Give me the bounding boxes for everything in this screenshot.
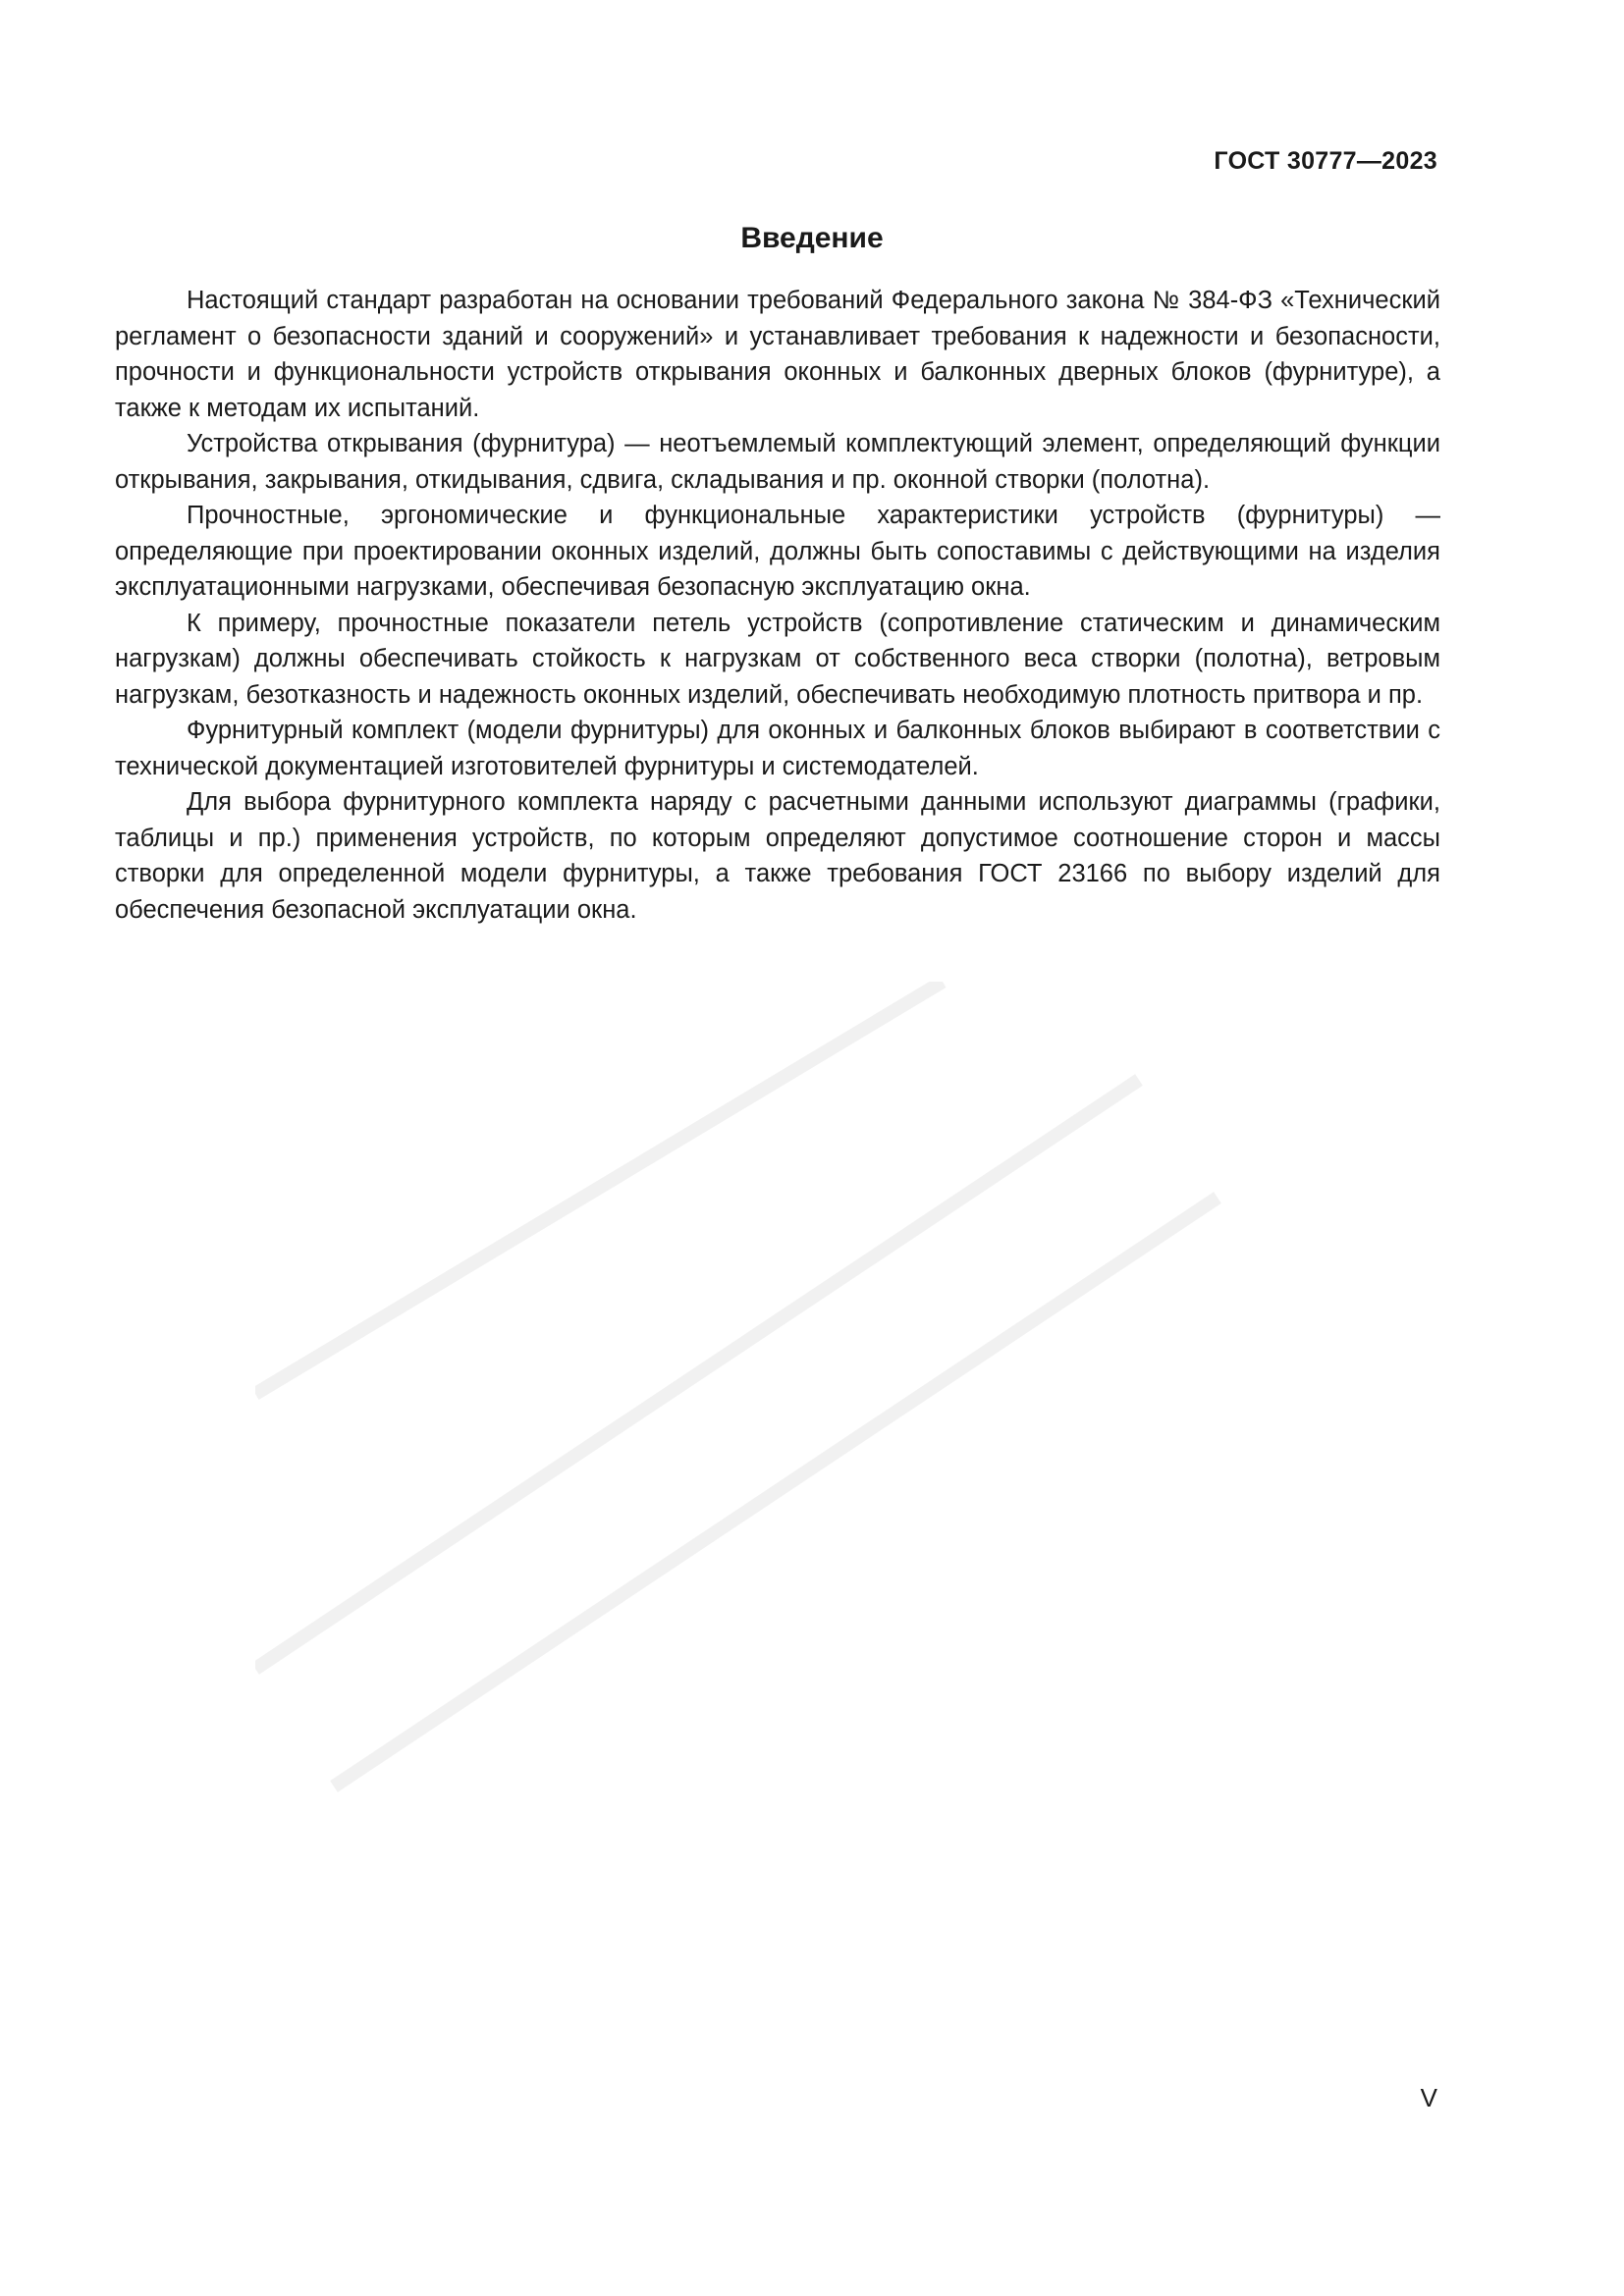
section-title: Введение: [740, 222, 884, 254]
paragraph: Для выбора фурнитурного комплекта наряду с расчетными данными используют диаграммы (графики, таблицы и пр.) применения устройств, по которым определяют допустимое соотношение сторон и массы створки для определенной модели фурнитуры, а также требования ГОСТ 23166 по выбору изделий для обеспечения безопасной эксплуатации окна.: [115, 788, 1440, 924]
watermark-graphic: [255, 982, 1237, 1865]
body-text: [115, 283, 1440, 928]
document-code: ГОСТ 30777—2023: [1214, 147, 1437, 175]
paragraph: Настоящий стандарт разработан на основании требований Федерального закона № 384-ФЗ «Технический регламент о безопасности зданий и сооружений» и устанавливает требования к надежности и безопасности, прочности и функциональности устройств открывания оконных и балконных дверных блоков (фурнитуре), а также к методам их испытаний.: [115, 287, 1440, 422]
paragraph: К примеру, прочностные показатели петель устройств (сопротивление статическим и динамическим нагрузкам) должны обеспечивать стойкость к нагрузкам от собственного веса створки (полотна), ветровым нагрузкам, безотказность и надежность оконных изделий, обеспечивать необходимую плотность притвора и пр.: [115, 609, 1440, 709]
paragraph: Фурнитурный комплект (модели фурнитуры) для оконных и балконных блоков выбирают в соответствии с технической документацией изготовителей фурнитуры и системодателей.: [115, 717, 1440, 780]
page-number: V: [1420, 2083, 1437, 2112]
paragraph: Устройства открывания (фурнитура) — неотъемлемый комплектующий элемент, определяющий функции открывания, закрывания, откидывания, сдвига, складывания и пр. оконной створки (полотна).: [115, 430, 1440, 494]
paragraph: Прочностные, эргономические и функциональные характеристики устройств (фурнитуры) — определяющие при проектировании оконных изделий, должны быть сопоставимы с действующими на изделия эксплуатационными нагрузками, обеспечивая безопасную эксплуатацию окна.: [115, 502, 1440, 601]
